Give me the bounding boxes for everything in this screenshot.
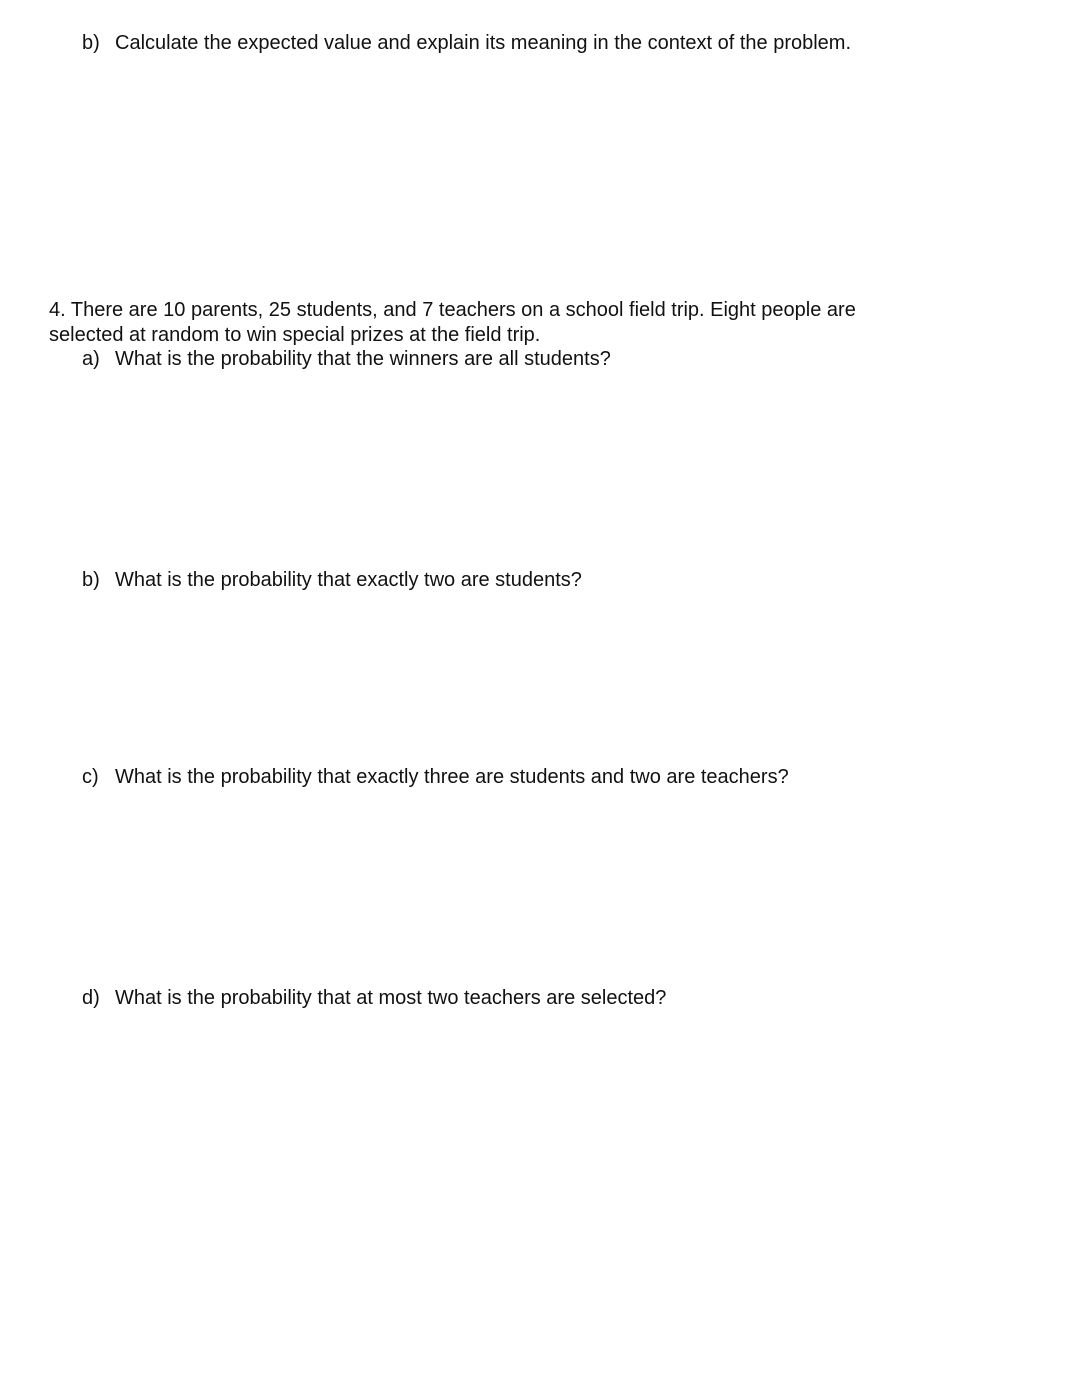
question-4c-label: c) [82,766,99,788]
question-3b-text: Calculate the expected value and explain its meaning in the context of the problem. [115,32,852,54]
question-3b [82,31,851,56]
problem-4-statement-line-2: selected at random to win special prizes at the field trip. [49,324,541,346]
question-3b-label: b) [82,32,100,54]
question-4b [82,568,582,593]
question-4a-label: a) [82,348,100,370]
question-4d-text: What is the probability that at most two teachers are selected? [115,987,667,1009]
question-4d [82,986,666,1011]
question-4d-label: d) [82,987,100,1009]
problem-4-statement-line-1: 4. There are 10 parents, 25 students, and 7 teachers on a school field trip. Eight people are [49,299,856,321]
question-4b-label: b) [82,569,100,591]
question-4c [82,765,789,790]
question-4c-text: What is the probability that exactly three are students and two are teachers? [115,766,789,788]
question-4b-text: What is the probability that exactly two are students? [115,569,582,591]
question-4a-text: What is the probability that the winners are all students? [115,348,611,370]
question-4a [82,347,611,372]
